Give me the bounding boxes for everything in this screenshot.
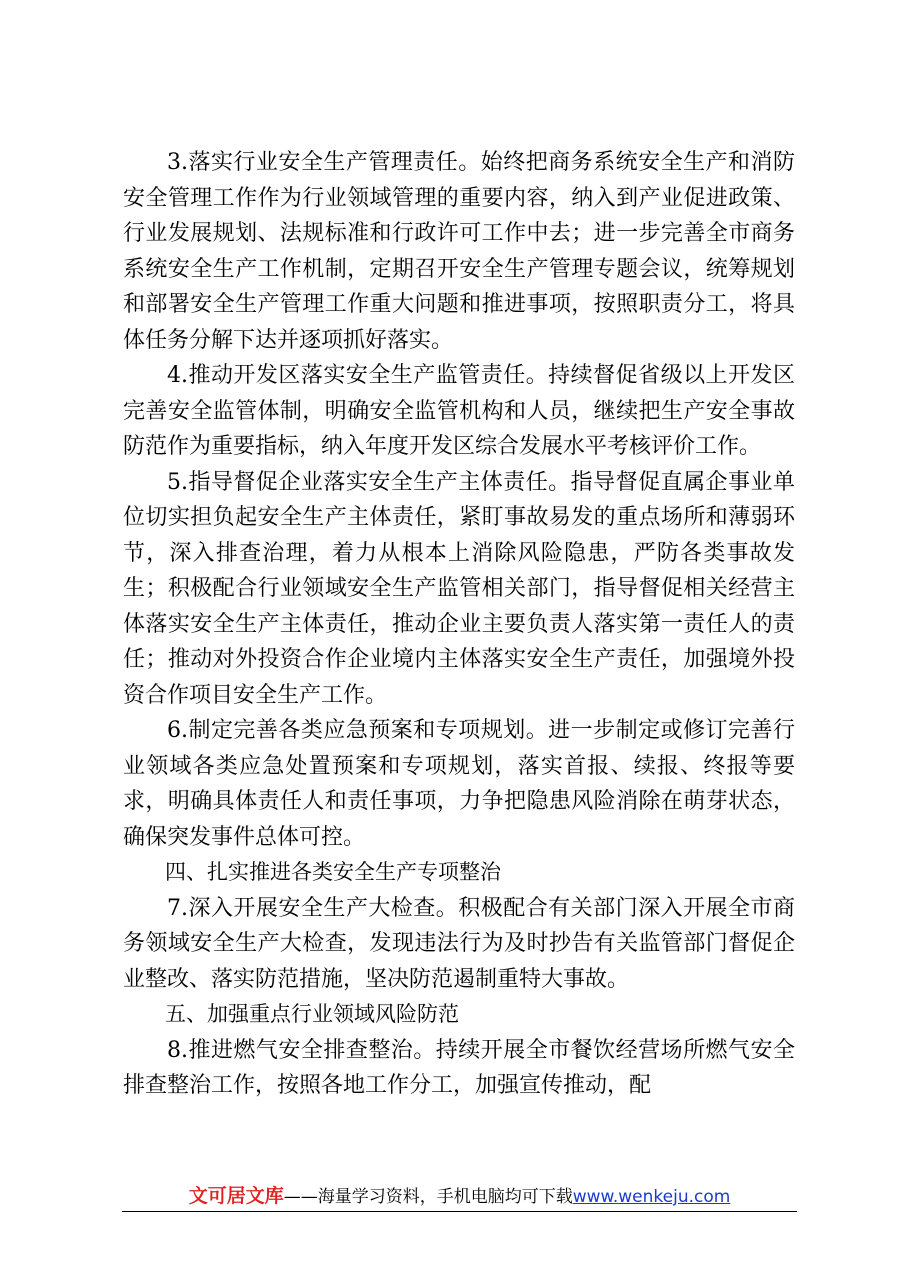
page-footer <box>122 1183 797 1211</box>
footer-brand: 文可居文库 <box>188 1185 284 1207</box>
paragraph-item-4: 4.推动开发区落实安全生产监管责任。持续督促省级以上开发区完善安全监管体制，明确安全监管机构和人员，继续把生产安全事故防范作为重要指标，纳入年度开发区综合发展水平考核评价工作。 <box>123 363 795 459</box>
paragraph-item-3: 3.落实行业安全生产管理责任。始终把商务系统安全生产和消防安全管理工作作为行业领域管理的重要内容，纳入到产业促进政策、行业发展规划、法规标准和行政许可工作中去；进一步完善全市商务系统安全生产工作机制，定期召开安全生产管理专题会议，统筹规划和部署安全生产管理工作重大问题和推进事项，按照职责分工，将具体任务分解下达并逐项抓好落实。 <box>123 150 795 353</box>
paragraph-item-6: 6.制定完善各类应急预案和专项规划。进一步制定或修订完善行业领域各类应急处置预案和专项规划，落实首报、续报、终报等要求，明确具体责任人和责任事项，力争把隐患风险消除在萌芽状态，确保突发事件总体可控。 <box>123 718 795 850</box>
footer-tagline: ——海量学习资料，手机电脑均可下载 <box>283 1187 573 1207</box>
paragraph-item-8: 8.推进燃气安全排查整治。持续开展全市餐饮经营场所燃气安全排查整治工作，按照各地工作分工，加强宣传推动，配 <box>123 1037 795 1098</box>
footer-divider <box>122 1211 797 1212</box>
paragraph-item-5: 5.指导督促企业落实安全生产主体责任。指导督促直属企事业单位切实担负起安全生产主体责任，紧盯事故易发的重点场所和薄弱环节，深入排查治理，着力从根本上消除风险隐患，严防各类事故发生；积极配合行业领域安全生产监管相关部门，指导督促相关经营主体落实安全生产主体责任，推动企业主要负责人落实第一责任人的责任；推动对外投资合作企业境内主体落实安全生产责任，加强境外投资合作项目安全生产工作。 <box>123 469 795 708</box>
footer-link[interactable]: www.wenkeju.com <box>572 1187 731 1207</box>
document-body <box>123 145 795 1104</box>
section-heading-5: 五、加强重点行业领域风险防范 <box>165 1002 459 1026</box>
paragraph-item-7: 7.深入开展安全生产大检查。积极配合有关部门深入开展全市商务领域安全生产大检查，发现违法行为及时抄告有关监管部门督促企业整改、落实防范措施，坚决防范遏制重特大事故。 <box>123 895 795 992</box>
section-heading-4: 四、扎实推进各类安全生产专项整治 <box>165 860 501 884</box>
